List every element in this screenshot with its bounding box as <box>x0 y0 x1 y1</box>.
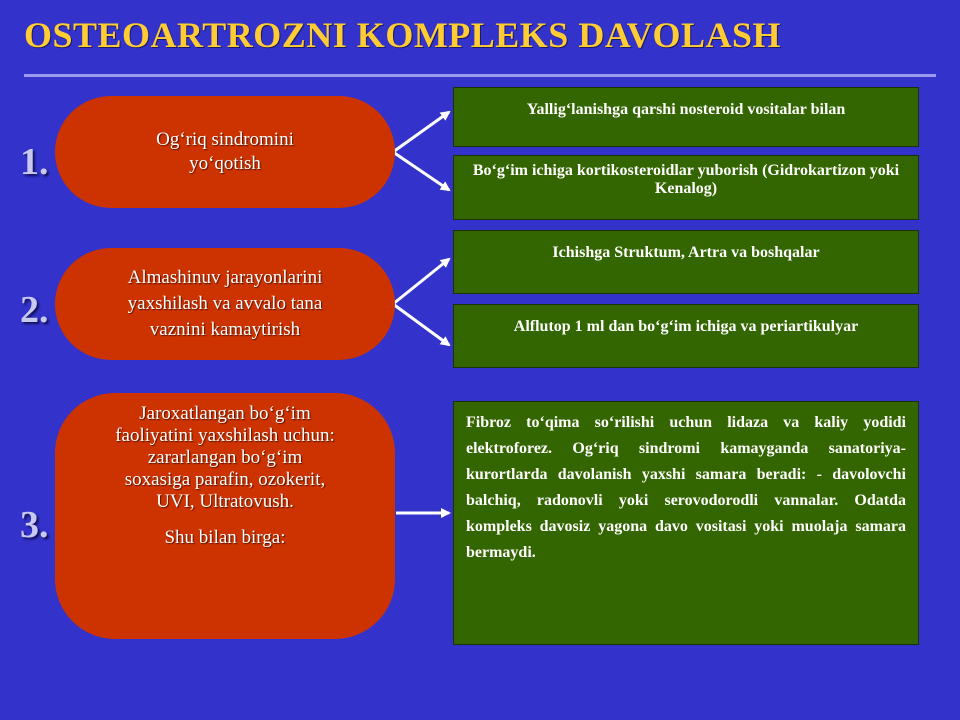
step-number-1: 1. <box>20 141 49 183</box>
step-3-line-1: Jaroxatlangan bo‘g‘im <box>139 403 311 424</box>
step-1-line-1: Og‘riq sindromini <box>156 129 294 150</box>
step-3-box-1: Fibroz to‘qima so‘rilishi uchun lidaza va kaliy yodidi elektroforez. Og‘riq sindromi kamayganda sanatoriya-kurortlarda davolanish yaxshi samara beradi: - davolovchi balchiq, radonovli yoki serovodorodli vannalar. Odatda kompleks davosiz yagona davo vositasi yoki muolaja samara bermaydi. <box>453 401 919 645</box>
arrow-2a <box>393 259 449 304</box>
step-2-line-1: Almashinuv jarayonlarini <box>127 267 323 288</box>
step-number-2: 2. <box>20 289 49 331</box>
arrow-1a <box>393 112 449 152</box>
step-3-line-3: zararlangan bo‘g‘im <box>147 447 303 468</box>
step-2-line-2: yaxshilash va avvalo tana <box>127 293 323 314</box>
arrow-2b <box>393 304 449 345</box>
step-3-extra: Shu bilan birga: <box>164 527 286 548</box>
step-2-box-2: Alflutop 1 ml dan bo‘g‘im ichiga va periartikulyar <box>453 304 919 368</box>
step-1-box-1: Yallig‘lanishga qarshi nosteroid vositalar bilan <box>453 87 919 147</box>
step-3-line-4: soxasiga parafin, ozokerit, <box>124 469 326 490</box>
step-3-line-5: UVI, Ultratovush. <box>156 491 294 512</box>
step-2-line-3: vaznini kamaytirish <box>149 319 301 340</box>
step-3-pill <box>55 393 395 639</box>
step-number-3: 3. <box>20 504 49 546</box>
step-2-pill <box>55 248 395 360</box>
arrow-1b <box>393 152 449 190</box>
step-2-box-1: Ichishga Struktum, Artra va boshqalar <box>453 230 919 294</box>
step-3-line-2: faoliyatini yaxshilash uchun: <box>115 425 335 446</box>
step-1-pill <box>55 96 395 208</box>
step-1-box-2: Bo‘g‘im ichiga kortikosteroidlar yuborish (Gidrokartizon yoki Kenalog) <box>453 155 919 220</box>
page-title: OSTEOARTROZNI KOMPLEKS DAVOLASH <box>24 15 781 55</box>
step-1-line-2: yo‘qotish <box>189 153 261 174</box>
